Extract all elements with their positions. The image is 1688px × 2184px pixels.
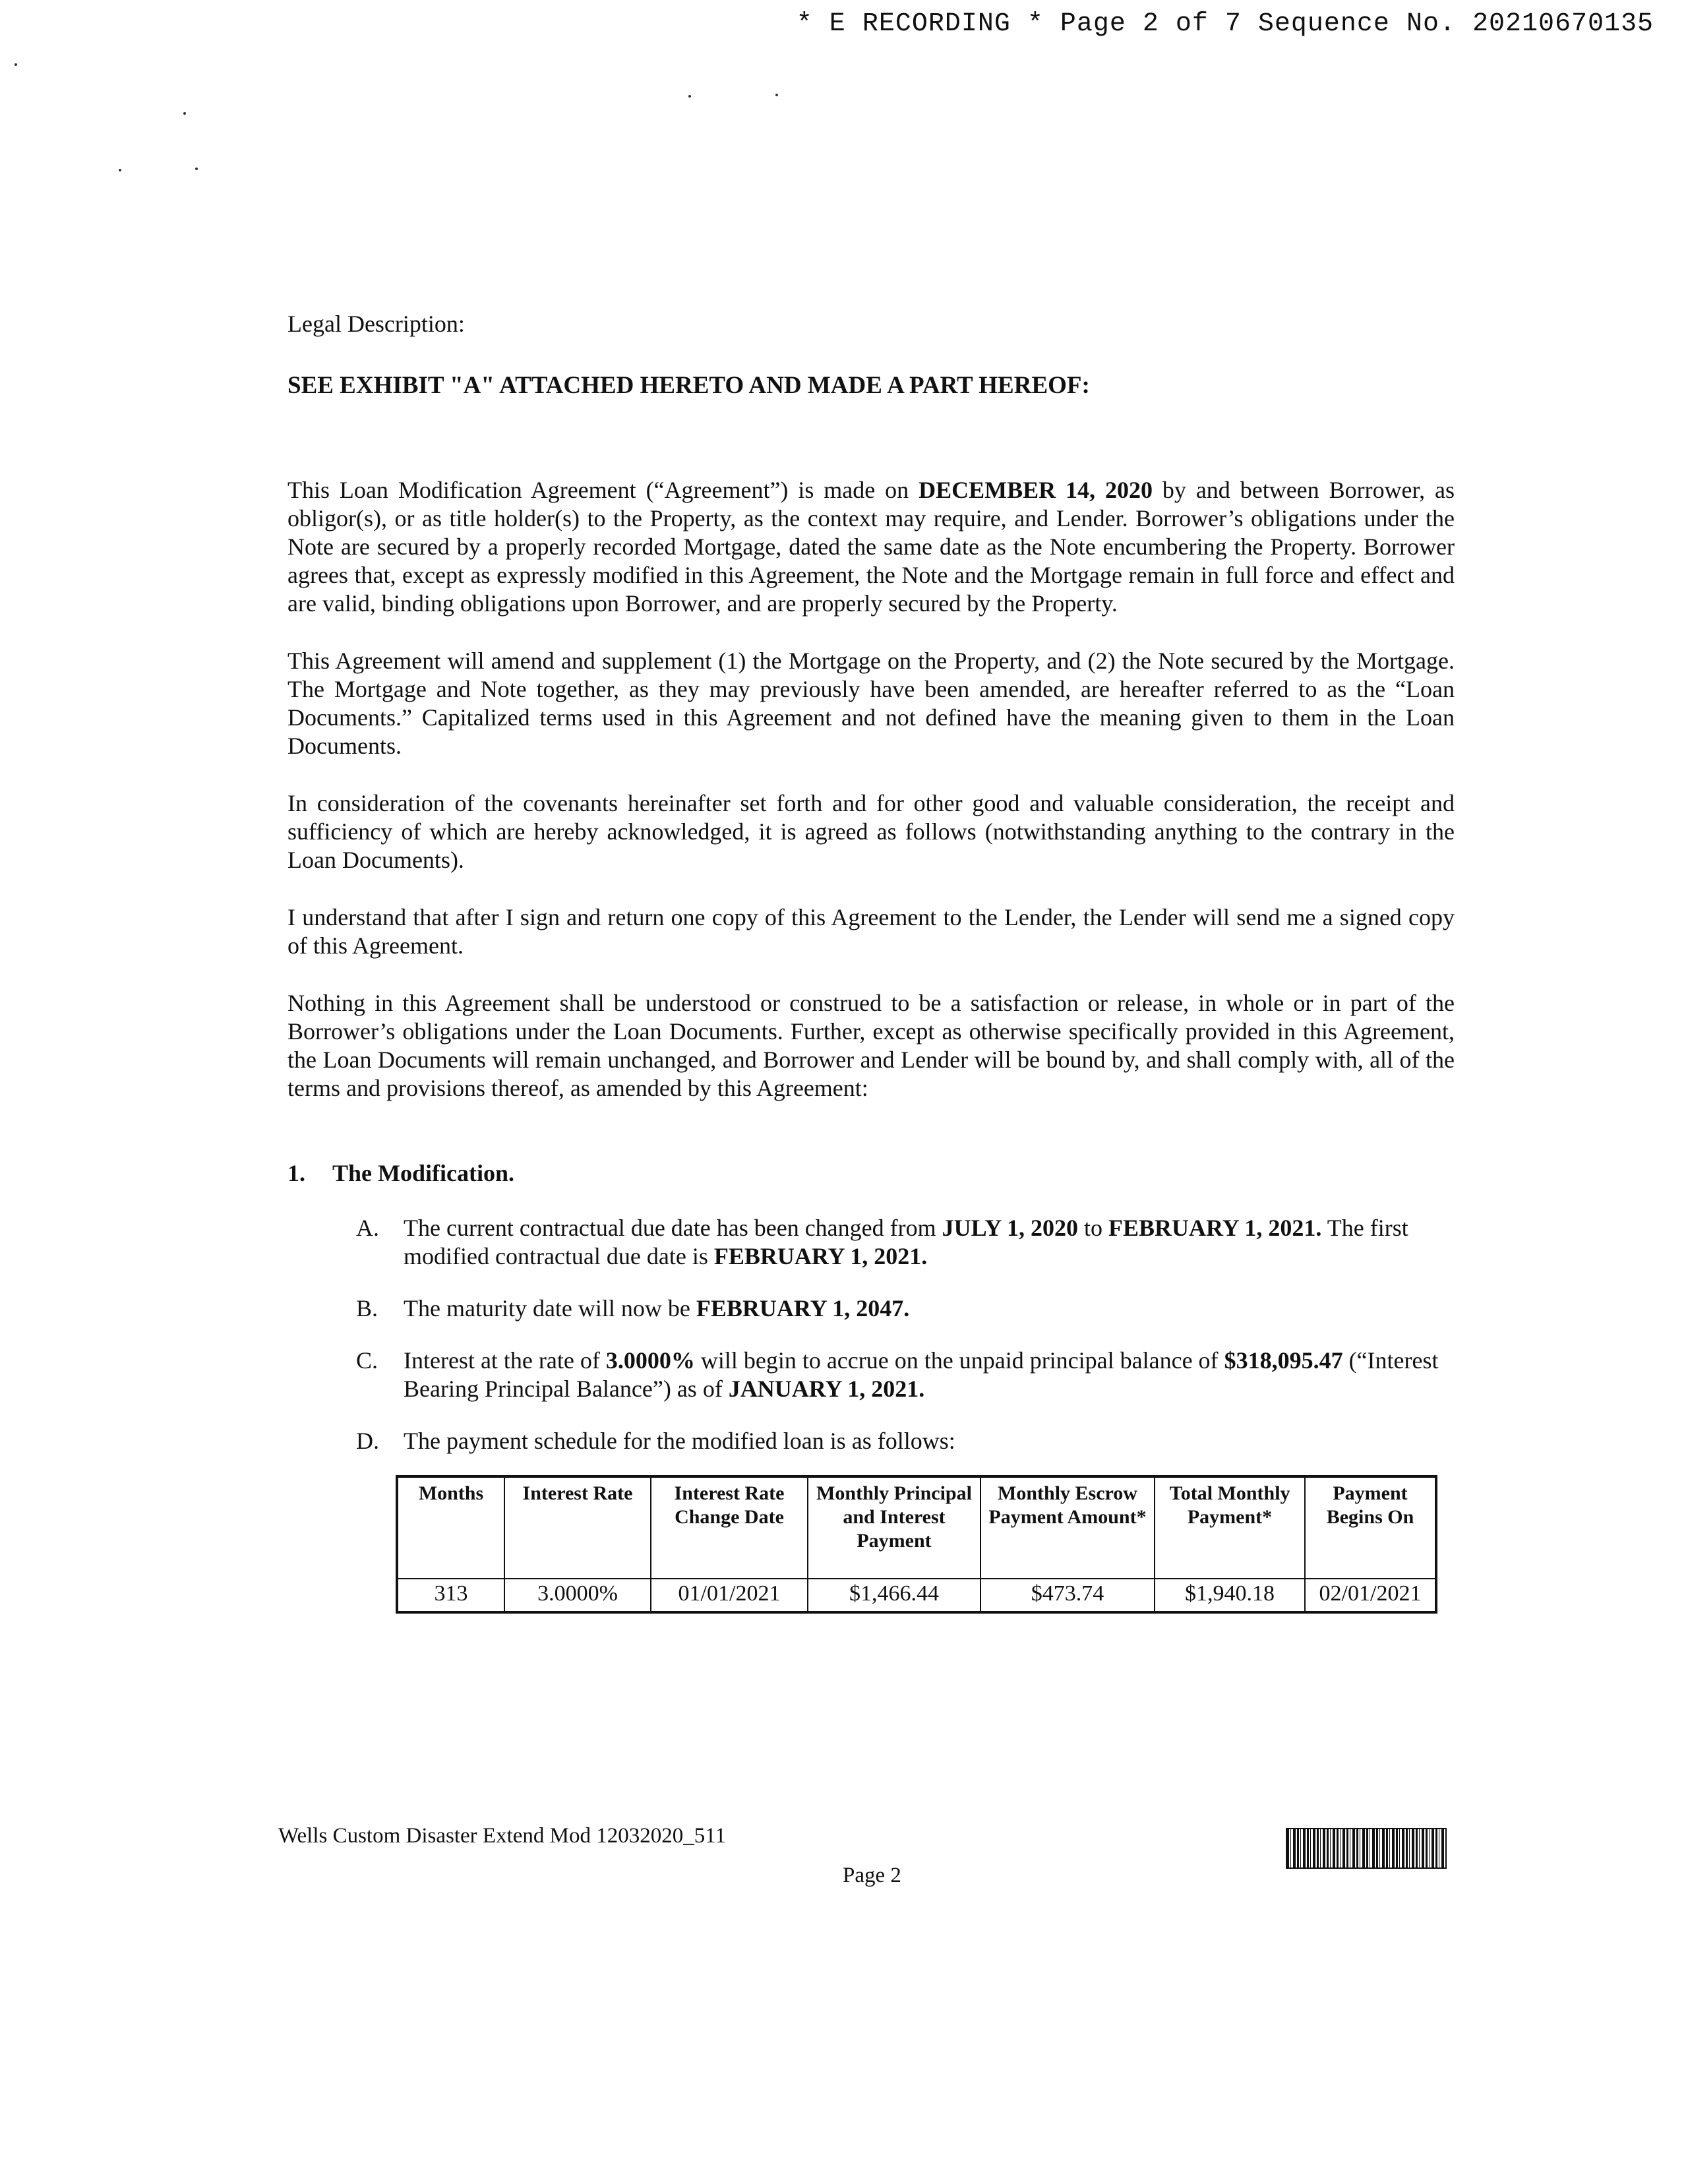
exhibit-reference: SEE EXHIBIT "A" ATTACHED HERETO AND MADE A PART HEREOF: (287, 372, 1090, 399)
scan-speck (119, 169, 121, 171)
item-letter: A. (356, 1215, 379, 1241)
col-header: Total Monthly Payment* (1155, 1476, 1305, 1579)
cell-months: 313 (397, 1579, 504, 1612)
document-body (287, 310, 1455, 1614)
section-title: The Modification. (332, 1160, 514, 1186)
cell-payment-begins: 02/01/2021 (1305, 1579, 1436, 1612)
item-a (356, 1214, 1455, 1271)
item-text: Interest at the rate of 3.0000% will begin to accrue on the unpaid principal balance of $318,095.47 (“Interest Bearing Principal Balance”) as of JANUARY 1, 2021. (404, 1347, 1439, 1402)
section-heading (287, 1159, 1455, 1188)
scan-speck (688, 95, 691, 98)
no-satisfaction-paragraph: Nothing in this Agreement shall be understood or construed to be a satisfaction or release, in whole or in part of the Borrower’s obligations under the Loan Documents. Further, except as otherwise specifically provided in this Agreement, the Loan Documents will remain unchanged, and Borrower and Lender will be bound by, and shall comply with, all of the terms and provisions thereof, as amended by this Agreement: (287, 990, 1455, 1101)
item-text: The payment schedule for the modified loan is as follows: (404, 1428, 955, 1454)
item-text: The current contractual due date has been changed from JULY 1, 2020 to FEBRUARY 1, 2021. The first modified contractual due date is FEBRUARY 1, 2021. (404, 1215, 1408, 1269)
recording-header: * E RECORDING * Page 2 of 7 Sequence No. 20210670135 (796, 9, 1654, 39)
cell-escrow-payment: $473.74 (980, 1579, 1155, 1612)
payment-schedule-table (396, 1475, 1437, 1614)
col-header: Interest Rate (504, 1476, 651, 1579)
item-d (356, 1427, 1455, 1455)
amend-paragraph: This Agreement will amend and supplement (1) the Mortgage on the Property, and (2) the Note secured by the Mortgage. The Mortgage and Note together, as they may previously have been amended, are hereafter referred to as the “Loan Documents.” Capitalized terms used in this Agreement and not defined have the meaning given to them in the Loan Documents. (287, 648, 1455, 759)
scan-speck (183, 112, 186, 115)
barcode-image (1286, 1828, 1447, 1869)
item-letter: D. (356, 1428, 379, 1454)
table-row (397, 1579, 1436, 1612)
signed-copy-paragraph: I understand that after I sign and return one copy of this Agreement to the Lender, the Lender will send me a signed copy of this Agreement. (287, 904, 1455, 959)
table-header-row (397, 1476, 1436, 1579)
legal-description-label: Legal Description: (287, 311, 465, 337)
modification-items (356, 1214, 1455, 1455)
form-name: Wells Custom Disaster Extend Mod 12032020_511 (278, 1824, 726, 1848)
item-b (356, 1294, 1455, 1323)
col-header: Payment Begins On (1305, 1476, 1436, 1579)
section-number: 1. (287, 1160, 305, 1186)
scan-speck (195, 167, 198, 170)
cell-change-date: 01/01/2021 (651, 1579, 808, 1612)
consideration-paragraph: In consideration of the covenants hereinafter set forth and for other good and valuable consideration, the receipt and sufficiency of which are hereby acknowledged, it is agreed as follows (notwithstanding anything to the contrary in the Loan Documents). (287, 790, 1455, 873)
item-letter: B. (356, 1295, 378, 1321)
intro-text-cont: by and between Borrower, as obligor(s), or as title holder(s) to the Property, as the context may require, and Lender. Borrower’s obligations under the Note are secured by a properly recorded Mortgage, dated the same date as the Note encumbering the Property. Borrower agrees that, except as expressly modified in this Agreement, the Note and the Mortgage remain in full force and effect and are valid, binding obligations upon Borrower, and are properly secured by the Property. (287, 477, 1455, 617)
agreement-intro-paragraph (287, 476, 1455, 618)
item-letter: C. (356, 1347, 378, 1374)
agreement-date: DECEMBER 14, 2020 (919, 477, 1153, 503)
col-header: Monthly Principal and Interest Payment (808, 1476, 980, 1579)
col-header: Months (397, 1476, 504, 1579)
payment-schedule-wrapper (396, 1475, 1455, 1614)
col-header: Monthly Escrow Payment Amount* (980, 1476, 1155, 1579)
intro-text: This Loan Modification Agreement (“Agreement”) is made on (287, 477, 919, 503)
scan-speck (775, 94, 778, 96)
cell-interest-rate: 3.0000% (504, 1579, 651, 1612)
item-c (356, 1347, 1455, 1403)
scan-speck (15, 63, 17, 66)
cell-total-payment: $1,940.18 (1155, 1579, 1305, 1612)
page-number: Page 2 (843, 1864, 901, 1887)
cell-pi-payment: $1,466.44 (808, 1579, 980, 1612)
item-text: The maturity date will now be FEBRUARY 1, 2047. (404, 1295, 910, 1321)
col-header: Interest Rate Change Date (651, 1476, 808, 1579)
